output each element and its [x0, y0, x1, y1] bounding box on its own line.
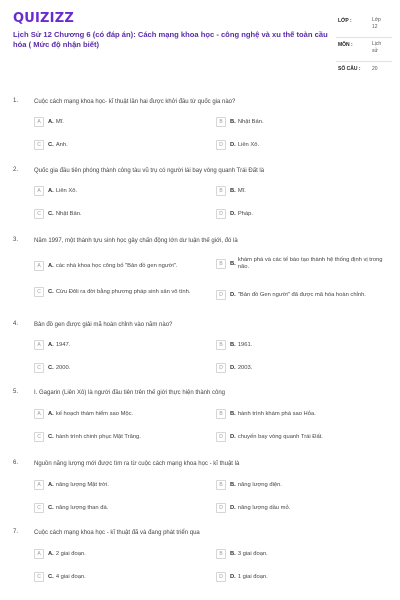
option-box-c[interactable]: C [34, 363, 44, 373]
option-box-d[interactable]: D [216, 503, 226, 513]
meta-label-class: LỚP : [338, 18, 352, 24]
meta-value-class: Lớp 12 [372, 17, 381, 30]
meta-table [336, 14, 392, 78]
option-text: 4 giai đoạn. [55, 573, 86, 580]
option-a[interactable] [34, 480, 204, 490]
option-d[interactable] [216, 140, 386, 150]
question-number: 1. [13, 98, 19, 104]
option-d[interactable] [216, 290, 392, 300]
option-box-c[interactable]: C [34, 287, 44, 297]
option-box-c[interactable]: C [34, 572, 44, 582]
option-letter: A. [48, 119, 54, 125]
option-b[interactable] [216, 117, 386, 127]
meta-row-count [336, 62, 392, 78]
option-letter: D. [230, 292, 236, 298]
option-text: 2000. [55, 364, 71, 371]
option-box-a[interactable]: A [34, 186, 44, 196]
option-box-d[interactable]: D [216, 432, 226, 442]
option-box-b[interactable]: B [216, 259, 226, 269]
option-c[interactable] [34, 363, 204, 373]
option-letter: B. [230, 188, 236, 194]
option-letter: D. [230, 211, 236, 217]
option-box-a[interactable]: A [34, 549, 44, 559]
option-c[interactable] [34, 209, 204, 219]
option-text: năng lượng Mặt trời. [55, 481, 109, 488]
option-box-b[interactable]: B [216, 117, 226, 127]
option-letter: C. [48, 142, 54, 148]
option-box-d[interactable]: D [216, 290, 226, 300]
option-c[interactable] [34, 287, 204, 297]
option-letter: D. [230, 434, 236, 440]
option-box-b[interactable]: B [216, 549, 226, 559]
option-letter: D. [230, 505, 236, 511]
option-c[interactable] [34, 503, 204, 513]
option-letter: B. [230, 411, 236, 417]
option-box-b[interactable]: B [216, 186, 226, 196]
option-text: Mĩ. [55, 118, 64, 125]
option-box-d[interactable]: D [216, 209, 226, 219]
option-a[interactable] [34, 186, 204, 196]
option-a[interactable] [34, 409, 204, 419]
option-c[interactable] [34, 140, 204, 150]
option-text: Cừu Đôli ra đời bằng phương pháp sinh sản vô tính. [55, 288, 191, 295]
quizizz-logo: QUIZIZZ [13, 11, 74, 26]
option-d[interactable] [216, 363, 386, 373]
option-text: 3 giai đoạn. [237, 550, 268, 557]
option-text: 2 giai đoạn. [55, 550, 86, 557]
option-c[interactable] [34, 432, 204, 442]
meta-label-subject: MÔN : [338, 42, 353, 48]
option-letter: A. [48, 411, 54, 417]
option-box-c[interactable]: C [34, 209, 44, 219]
option-text: năng lượng than đá. [55, 504, 109, 511]
question-text: Năm 1997, một thành tựu sinh học gây chấn động lớn dư luận thế giới, đó là [34, 238, 238, 244]
option-d[interactable] [216, 432, 386, 442]
option-box-d[interactable]: D [216, 140, 226, 150]
option-a[interactable] [34, 117, 204, 127]
option-letter: D. [230, 365, 236, 371]
option-letter: C. [48, 574, 54, 580]
option-text: Anh. [55, 141, 68, 148]
option-box-a[interactable]: A [34, 409, 44, 419]
option-box-c[interactable]: C [34, 432, 44, 442]
option-box-a[interactable]: A [34, 480, 44, 490]
option-text: 1947. [55, 341, 71, 348]
option-box-a[interactable]: A [34, 261, 44, 271]
option-text: 2003. [237, 364, 253, 371]
option-letter: C. [48, 211, 54, 217]
option-letter: C. [48, 365, 54, 371]
option-text: kế hoạch thám hiểm sao Mộc. [55, 410, 134, 417]
option-b[interactable] [216, 409, 386, 419]
meta-value-subject: Lịch sử [372, 41, 382, 54]
option-text: Liên Xô. [55, 187, 78, 194]
option-text: Liên Xô. [237, 141, 260, 148]
option-b[interactable] [216, 257, 392, 271]
meta-value-count: 20 [372, 66, 378, 72]
question-number: 5. [13, 389, 19, 395]
option-a[interactable] [34, 261, 204, 271]
option-box-d[interactable]: D [216, 572, 226, 582]
option-box-c[interactable]: C [34, 503, 44, 513]
option-letter: B. [230, 342, 236, 348]
option-letter: A. [48, 263, 54, 269]
option-letter: C. [48, 505, 54, 511]
question-text: Cuộc cách mạng khoa học - kĩ thuật đã và đang phát triển qua [34, 530, 200, 536]
option-text: khám phá và các tế bào tạo thành hệ thống định vị trong não. [237, 257, 383, 270]
question-text: Bản đồ gen được giải mã hoàn chỉnh vào năm nào? [34, 322, 173, 328]
question-number: 4. [13, 321, 19, 327]
question-text: Quốc gia đầu tiên phóng thành công tàu vũ trụ có người lái bay vòng quanh Trái Đất là [34, 168, 265, 174]
option-letter: A. [48, 551, 54, 557]
option-d[interactable] [216, 572, 386, 582]
meta-row-subject [336, 38, 392, 62]
option-box-a[interactable]: A [34, 340, 44, 350]
option-text: "Bản đồ Gen người" đã được mã hóa hoàn chỉnh. [237, 291, 366, 298]
meta-row-class [336, 14, 392, 38]
option-text: 1961. [237, 341, 253, 348]
option-text: Mĩ. [237, 187, 246, 194]
page-title: Lịch Sử 12 Chương 6 (có đáp án): Cách mạng khoa học - công nghệ và xu thế toàn cầu hóa ( Mức độ nhận biết) [13, 30, 328, 49]
option-text: hành trình chinh phục Mặt Trăng. [55, 433, 141, 440]
option-box-a[interactable]: A [34, 117, 44, 127]
question-number: 6. [13, 460, 19, 466]
option-a[interactable] [34, 340, 204, 350]
option-letter: B. [230, 482, 236, 488]
option-text: Pháp. [237, 210, 253, 217]
option-text: Nhật Bản. [237, 118, 264, 125]
option-d[interactable] [216, 209, 386, 219]
option-box-c[interactable]: C [34, 140, 44, 150]
option-text: năng lượng điện. [237, 481, 282, 488]
option-box-b[interactable]: B [216, 409, 226, 419]
question-number: 7. [13, 529, 19, 535]
option-box-b[interactable]: B [216, 340, 226, 350]
option-a[interactable] [34, 549, 204, 559]
option-text: chuyến bay vòng quanh Trái Đất. [237, 433, 323, 440]
meta-label-count: SỐ CÂU : [338, 66, 361, 72]
option-letter: C. [48, 289, 54, 295]
option-letter: B. [230, 119, 236, 125]
option-letter: D. [230, 142, 236, 148]
question-text: Nguồn năng lượng mới được tìm ra từ cuộc cách mạng khoa học - kĩ thuật là [34, 461, 240, 467]
option-letter: A. [48, 342, 54, 348]
option-text: hành trình khám phá sao Hỏa. [237, 410, 316, 417]
option-b[interactable] [216, 480, 386, 490]
question-text: I. Gagarin (Liên Xô) là người đầu tiên trên thế giới thực hiện thành công [34, 390, 226, 396]
option-box-b[interactable]: B [216, 480, 226, 490]
option-letter: C. [48, 434, 54, 440]
option-text: năng lượng dầu mỏ. [237, 504, 291, 511]
worksheet-header [0, 0, 400, 88]
option-letter: A. [48, 188, 54, 194]
option-box-d[interactable]: D [216, 363, 226, 373]
option-letter: D. [230, 574, 236, 580]
question-number: 2. [13, 167, 19, 173]
option-c[interactable] [34, 572, 204, 582]
option-text: 1 giai đoạn. [237, 573, 268, 580]
option-text: các nhà khoa học công bố "Bản đồ gen người". [55, 262, 178, 269]
question-number: 3. [13, 237, 19, 243]
option-b[interactable] [216, 340, 386, 350]
option-b[interactable] [216, 549, 386, 559]
option-letter: B. [230, 551, 236, 557]
option-d[interactable] [216, 503, 386, 513]
option-text: Nhật Bản. [55, 210, 82, 217]
option-b[interactable] [216, 186, 386, 196]
option-letter: A. [48, 482, 54, 488]
option-letter: B. [230, 261, 236, 267]
question-text: Cuộc cách mạng khoa học- kĩ thuật lần hai được khởi đầu từ quốc gia nào? [34, 99, 236, 105]
